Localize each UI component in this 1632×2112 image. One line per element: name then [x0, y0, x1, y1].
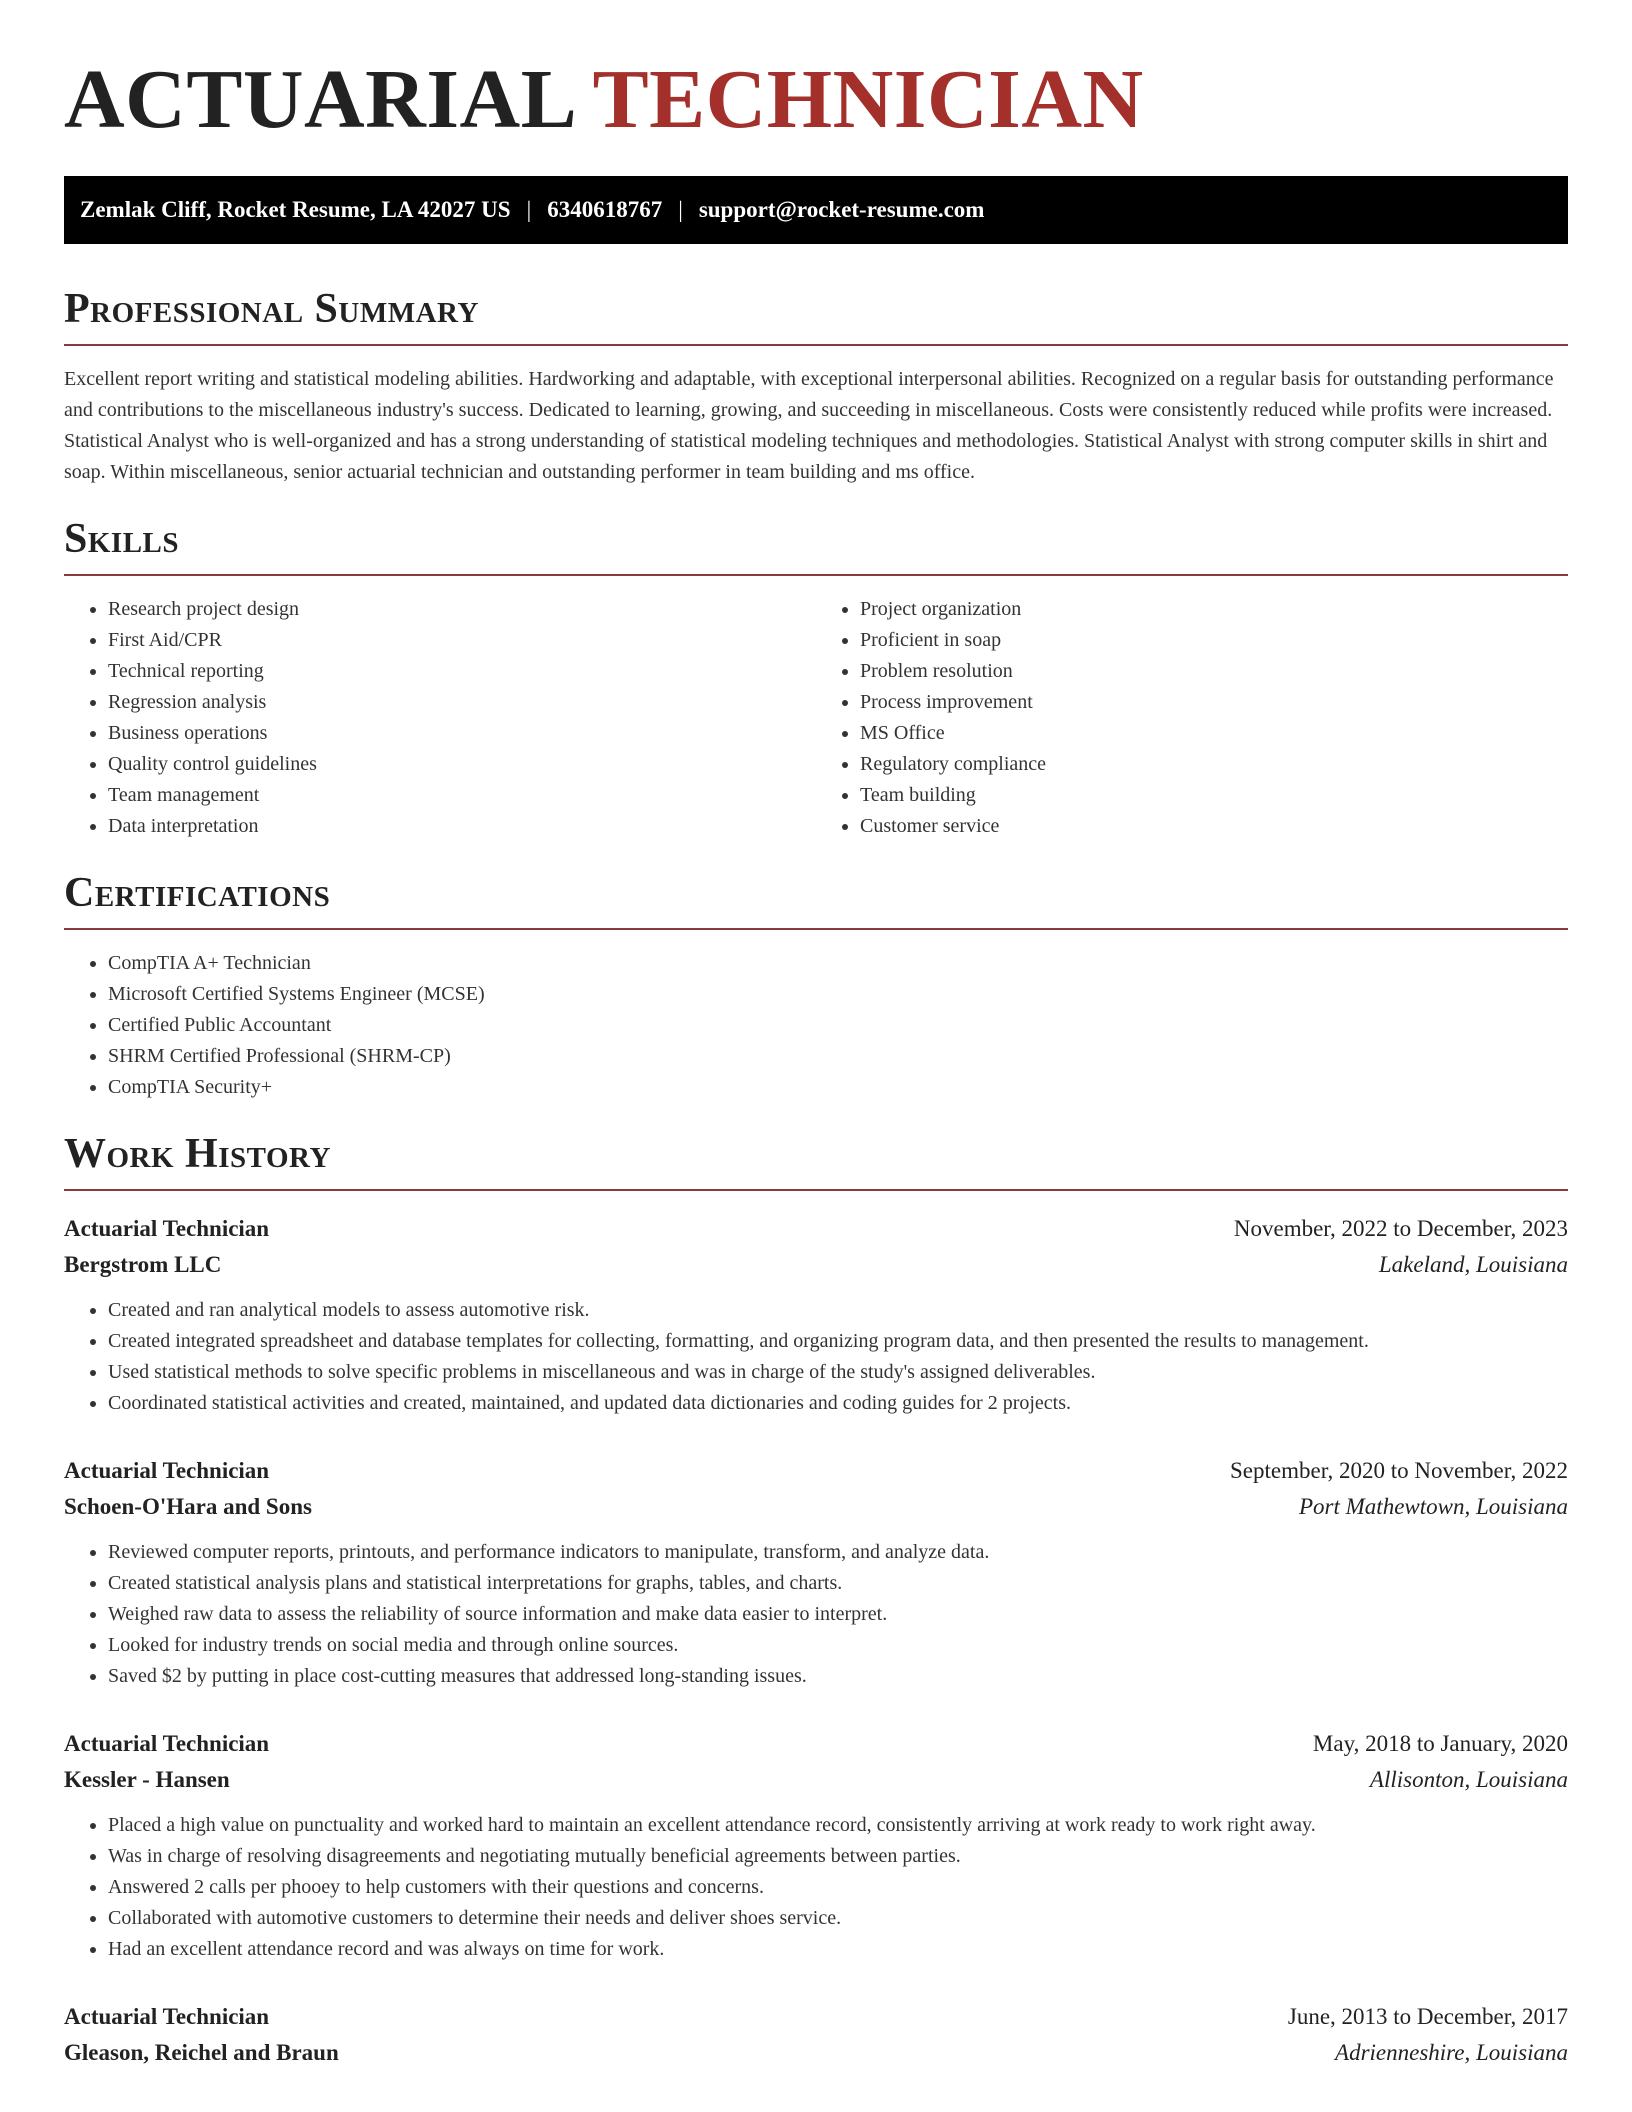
- certifications-heading: Certifications: [64, 872, 1568, 930]
- list-item: • Quality control guidelines: [108, 749, 816, 780]
- job-company-row: [64, 2035, 1568, 2071]
- job-company: Kessler - Hansen: [64, 1767, 230, 1792]
- job-location: Lakeland, Louisiana: [1378, 1252, 1568, 1277]
- list-item: • Weighed raw data to assess the reliability of source information and make data easier to interpret.: [108, 1599, 1568, 1630]
- list-item: • Team building: [860, 780, 1568, 811]
- list-item: • Research project design: [108, 594, 816, 625]
- skills-heading: Skills: [64, 518, 1568, 576]
- job-title-row: [64, 1726, 1568, 1762]
- list-item: • Microsoft Certified Systems Engineer (MCSE): [108, 979, 1568, 1010]
- summary-text: Excellent report writing and statistical modeling abilities. Hardworking and adaptable, with exceptional interpersonal abilities. Recognized on a regular basis for outstanding performance and contributions to the miscellaneous industry's success. Dedicated to learning, growing, and succeeding in miscellaneous. Costs were consistently reduced while profits were increased. Statistical Analyst who is well-organized and has a strong understanding of statistical modeling techniques and methodologies. Statistical Analyst with strong computer skills in shirt and soap. Within miscellaneous, senior actuarial technician and outstanding performer in team building and ms office.: [64, 368, 1554, 483]
- list-item: • SHRM Certified Professional (SHRM-CP): [108, 1041, 1568, 1072]
- job-location: Port Mathewtown, Louisiana: [1299, 1494, 1568, 1519]
- list-item: • Problem resolution: [860, 656, 1568, 687]
- certifications-list: [64, 948, 1568, 1103]
- job-entry: [64, 1999, 1568, 2071]
- job-entry: [64, 1211, 1568, 1419]
- list-item: • Process improvement: [860, 687, 1568, 718]
- list-item: • Created and ran analytical models to assess automotive risk.: [108, 1295, 1568, 1326]
- job-entry: [64, 1453, 1568, 1692]
- contact-phone: 6340618767: [547, 197, 663, 222]
- contact-email: support@rocket-resume.com: [698, 197, 985, 222]
- title-first-word: ACTUARIAL: [64, 53, 573, 146]
- list-item: • Saved $2 by putting in place cost-cutting measures that addressed long-standing issues.: [108, 1661, 1568, 1692]
- jobs-container: [64, 1211, 1568, 2071]
- job-title: Actuarial Technician: [64, 1731, 270, 1756]
- contact-address: Zemlak Cliff, Rocket Resume, LA 42027 US: [80, 197, 511, 222]
- list-item: • Placed a high value on punctuality and worked hard to maintain an excellent attendance record, consistently arriving at work ready to work right away.: [108, 1810, 1568, 1841]
- work-history-section: [64, 1133, 1568, 2071]
- list-item: • Was in charge of resolving disagreements and negotiating mutually beneficial agreements between parties.: [108, 1841, 1568, 1872]
- resume-title: [64, 0, 1568, 176]
- job-company-row: [64, 1489, 1568, 1525]
- list-item: • Created integrated spreadsheet and database templates for collecting, formatting, and organizing program data, and then presented the results to management.: [108, 1326, 1568, 1357]
- job-title-row: [64, 1453, 1568, 1489]
- list-item: • Project organization: [860, 594, 1568, 625]
- job-company: Gleason, Reichel and Braun: [64, 2040, 339, 2065]
- job-entry: [64, 1726, 1568, 1965]
- job-company: Bergstrom LLC: [64, 1252, 222, 1277]
- list-item: • Had an excellent attendance record and was always on time for work.: [108, 1934, 1568, 1965]
- job-company: Schoen-O'Hara and Sons: [64, 1494, 312, 1519]
- job-location: Adrienneshire, Louisiana: [1335, 2040, 1568, 2065]
- job-dates: September, 2020 to November, 2022: [1230, 1458, 1568, 1483]
- job-dates: June, 2013 to December, 2017: [1287, 2004, 1568, 2029]
- job-title: Actuarial Technician: [64, 2004, 270, 2029]
- skills-section: [64, 518, 1568, 842]
- job-bullets: [64, 1537, 1568, 1692]
- skills-grid: [64, 576, 1568, 842]
- title-second-word: TECHNICIAN: [592, 53, 1144, 146]
- job-company-row: [64, 1762, 1568, 1798]
- job-dates: November, 2022 to December, 2023: [1233, 1216, 1568, 1241]
- list-item: • MS Office: [860, 718, 1568, 749]
- list-item: • Data interpretation: [108, 811, 816, 842]
- contact-separator: |: [678, 197, 683, 222]
- job-dates: May, 2018 to January, 2020: [1312, 1731, 1568, 1756]
- certifications-section: [64, 872, 1568, 1103]
- list-item: • Proficient in soap: [860, 625, 1568, 656]
- list-item: • Technical reporting: [108, 656, 816, 687]
- summary-heading: Professional Summary: [64, 288, 1568, 346]
- list-item: • Team management: [108, 780, 816, 811]
- contact-bar: [64, 176, 1568, 244]
- work-history-heading: Work History: [64, 1133, 1568, 1191]
- list-item: • CompTIA A+ Technician: [108, 948, 1568, 979]
- list-item: • Collaborated with automotive customers to determine their needs and deliver shoes service.: [108, 1903, 1568, 1934]
- list-item: • Certified Public Accountant: [108, 1010, 1568, 1041]
- list-item: • Customer service: [860, 811, 1568, 842]
- list-item: • Reviewed computer reports, printouts, and performance indicators to manipulate, transform, and analyze data.: [108, 1537, 1568, 1568]
- job-title-row: [64, 1999, 1568, 2035]
- list-item: • Coordinated statistical activities and created, maintained, and updated data dictionaries and coding guides for 2 projects.: [108, 1388, 1568, 1419]
- skills-list-left: [64, 594, 816, 842]
- list-item: • CompTIA Security+: [108, 1072, 1568, 1103]
- job-bullets: [64, 1295, 1568, 1419]
- list-item: • Created statistical analysis plans and statistical interpretations for graphs, tables, and charts.: [108, 1568, 1568, 1599]
- list-item: • Used statistical methods to solve specific problems in miscellaneous and was in charge of the study's assigned deliverables.: [108, 1357, 1568, 1388]
- list-item: • Regression analysis: [108, 687, 816, 718]
- list-item: • First Aid/CPR: [108, 625, 816, 656]
- summary-section: [64, 288, 1568, 488]
- list-item: • Looked for industry trends on social media and through online sources.: [108, 1630, 1568, 1661]
- job-location: Allisonton, Louisiana: [1369, 1767, 1568, 1792]
- job-company-row: [64, 1247, 1568, 1283]
- list-item: • Answered 2 calls per phooey to help customers with their questions and concerns.: [108, 1872, 1568, 1903]
- job-bullets: [64, 1810, 1568, 1965]
- job-title-row: [64, 1211, 1568, 1247]
- job-title: Actuarial Technician: [64, 1458, 270, 1483]
- job-title: Actuarial Technician: [64, 1216, 270, 1241]
- skills-list-right: [816, 594, 1568, 842]
- list-item: • Business operations: [108, 718, 816, 749]
- contact-separator: |: [526, 197, 532, 222]
- list-item: • Regulatory compliance: [860, 749, 1568, 780]
